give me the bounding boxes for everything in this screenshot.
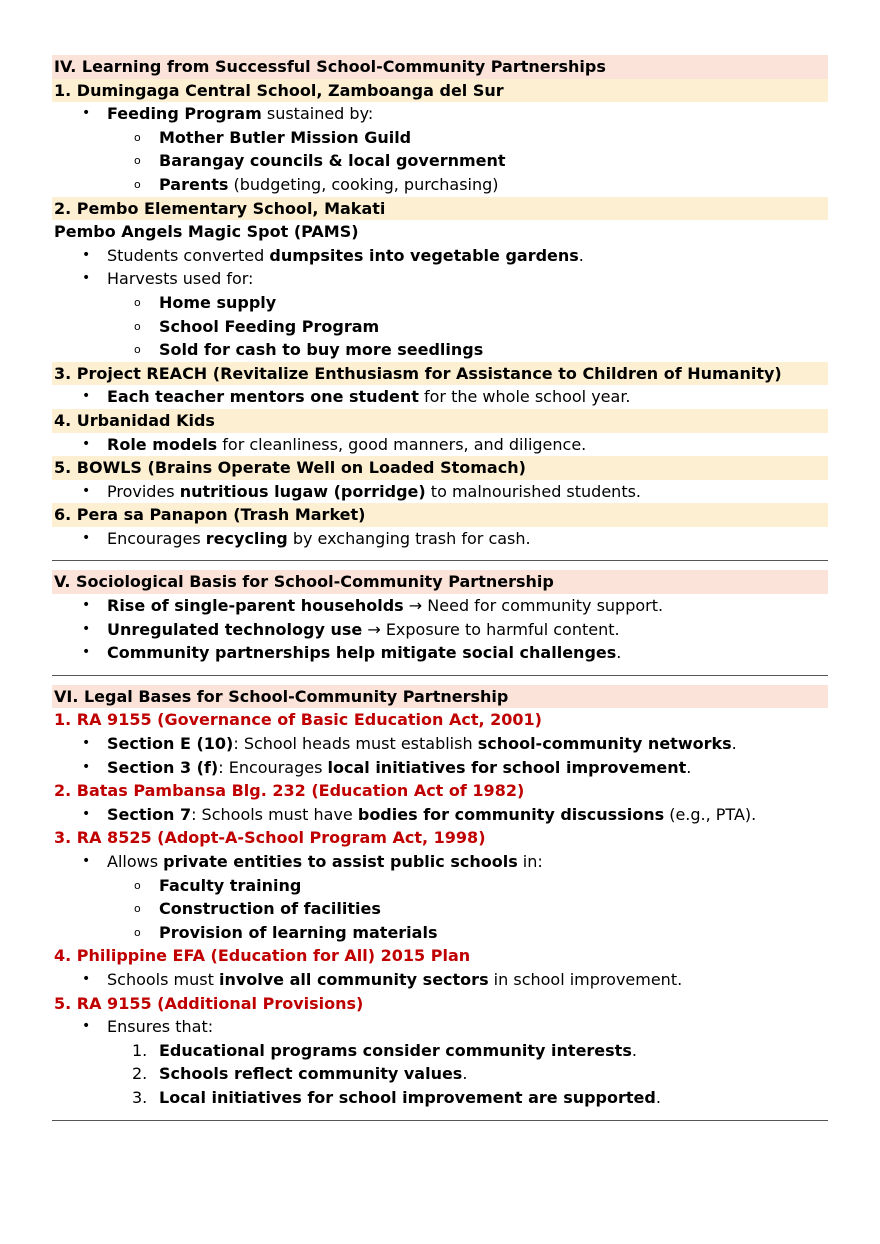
sub-bullet-item: o School Feeding Program (52, 315, 828, 339)
sub-bullet-item: o Sold for cash to buy more seedlings (52, 338, 828, 362)
law-4-heading: 4. Philippine EFA (Education for All) 2015 Plan (54, 946, 471, 966)
law-1-heading: 1. RA 9155 (Governance of Basic Education Act, 2001) (54, 710, 542, 730)
sub-bullet-item: o Construction of facilities (52, 897, 828, 921)
sub-bullet-item: o Mother Butler Mission Guild (52, 126, 828, 150)
section-v-title: V. Sociological Basis for School-Community Partnership (52, 570, 828, 594)
divider (52, 675, 828, 676)
bullet-item: • Allows private entities to assist public schools in: (52, 850, 828, 874)
bullet-item: • Encourages recycling by exchanging trash for cash. (52, 527, 828, 551)
case-2-subtitle: Pembo Angels Magic Spot (PAMS) (54, 222, 359, 242)
numbered-item: 3. Local initiatives for school improvement are supported. (132, 1087, 661, 1107)
sub-bullet-item: o Faculty training (52, 874, 828, 898)
bullet-item: • Unregulated technology use → Exposure to harmful content. (52, 618, 828, 642)
divider (52, 560, 828, 561)
case-1-heading: 1. Dumingaga Central School, Zamboanga del Sur (52, 79, 828, 103)
sub-bullet-item: o Provision of learning materials (52, 921, 828, 945)
bullet-item: • Provides nutritious lugaw (porridge) to malnourished students. (52, 480, 828, 504)
case-3-heading: 3. Project REACH (Revitalize Enthusiasm for Assistance to Children of Humanity) (52, 362, 828, 386)
document-page (52, 55, 828, 1130)
case-2-heading: 2. Pembo Elementary School, Makati (52, 197, 828, 221)
bullet-item: • Harvests used for: (52, 267, 828, 291)
bullet-item: • Section 3 (f): Encourages local initiatives for school improvement. (52, 756, 828, 780)
case-5-heading: 5. BOWLS (Brains Operate Well on Loaded Stomach) (52, 456, 828, 480)
case-6-heading: 6. Pera sa Panapon (Trash Market) (52, 503, 828, 527)
law-5-heading: 5. RA 9155 (Additional Provisions) (54, 993, 364, 1013)
case-4-heading: 4. Urbanidad Kids (52, 409, 828, 433)
bullet-item: • Community partnerships help mitigate social challenges. (52, 641, 828, 665)
bullet-item: • Each teacher mentors one student for the whole school year. (52, 385, 828, 409)
divider (52, 1120, 828, 1121)
bullet-item: • Students converted dumpsites into vegetable gardens. (52, 244, 828, 268)
sub-bullet-item: o Barangay councils & local government (52, 149, 828, 173)
bullet-item: • Section 7: Schools must have bodies for community discussions (e.g., PTA). (52, 803, 828, 827)
numbered-item: 2. Schools reflect community values. (132, 1064, 468, 1084)
section-iv-title: IV. Learning from Successful School-Community Partnerships (52, 55, 828, 79)
bullet-item: • Ensures that: (52, 1015, 828, 1039)
numbered-item: 1. Educational programs consider community interests. (132, 1040, 637, 1060)
sub-bullet-item: o Home supply (52, 291, 828, 315)
section-vi-title: VI. Legal Bases for School-Community Partnership (52, 685, 828, 709)
bullet-item: • Section E (10): School heads must establish school-community networks. (52, 732, 828, 756)
bullet-item: • Rise of single-parent households → Need for community support. (52, 594, 828, 618)
bullet-item: • Role models for cleanliness, good manners, and diligence. (52, 433, 828, 457)
law-3-heading: 3. RA 8525 (Adopt-A-School Program Act, 1998) (54, 828, 486, 848)
bullet-item: • Feeding Program sustained by: (52, 102, 828, 126)
bullet-item: • Schools must involve all community sectors in school improvement. (52, 968, 828, 992)
sub-bullet-item: o Parents (budgeting, cooking, purchasing) (52, 173, 828, 197)
law-2-heading: 2. Batas Pambansa Blg. 232 (Education Act of 1982) (54, 781, 525, 801)
